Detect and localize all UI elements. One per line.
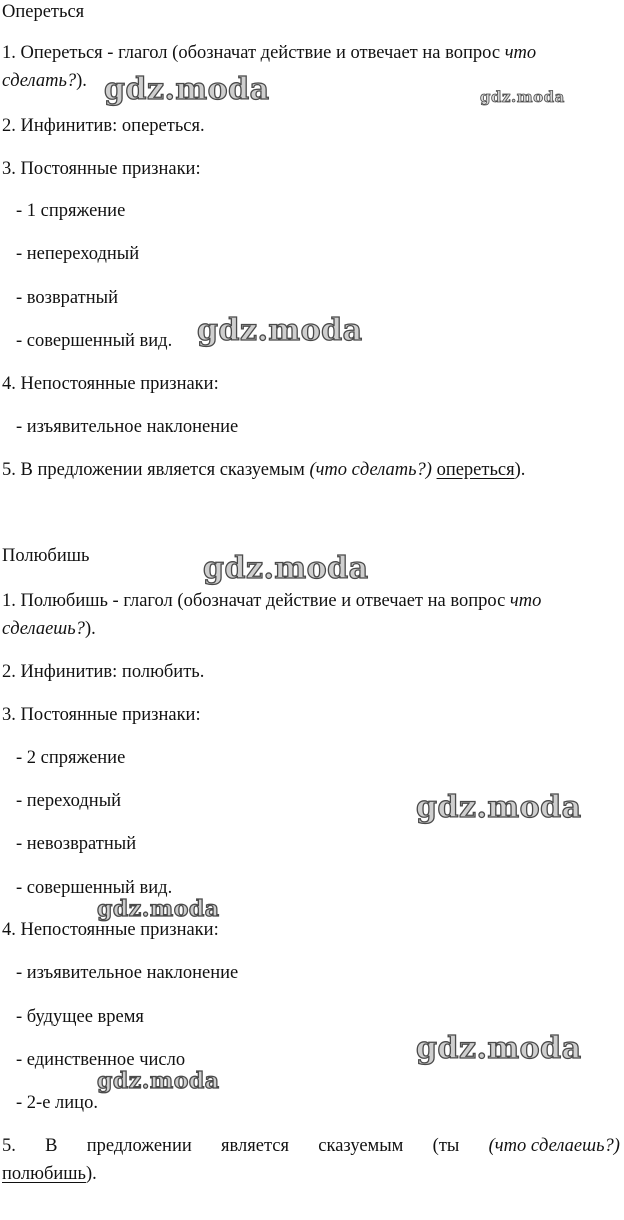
section2-line1-question: что — [509, 591, 542, 611]
section1-constant-item: - 1 спряжение — [16, 201, 126, 221]
section2-constant-item: - 2 спряжение — [16, 748, 126, 768]
section2-role-word: предложении — [86, 1136, 192, 1156]
section2-role-word: 5. — [2, 1136, 16, 1156]
section2-nonconstant-item: - будущее время — [16, 1007, 144, 1027]
section2-nonconstant-item: - 2-е лицо. — [16, 1093, 98, 1113]
section1-role-word: опереться — [436, 460, 515, 480]
section1-nonconstant-item: - изъявительное наклонение — [16, 417, 239, 437]
watermark-logo: gdz.moda — [203, 551, 369, 586]
section2-constant-item: - совершенный вид. — [16, 878, 173, 898]
section2-role-word: является — [221, 1136, 290, 1156]
section1-line1b-question: сделать? — [2, 71, 77, 91]
section1-line1-question: что — [504, 43, 537, 63]
section1-line1 — [2, 41, 536, 65]
section1-constant-item: - возвратный — [16, 288, 118, 308]
section1-constant-heading: 3. Постоянные признаки: — [2, 159, 201, 179]
watermark-logo: gdz.moda — [97, 1068, 220, 1094]
section2-role-end: ). — [85, 1164, 97, 1184]
section2-role-line-b — [2, 1162, 97, 1186]
section1-role-end: ). — [514, 460, 526, 480]
section2-nonconstant-item: - единственное число — [16, 1050, 186, 1070]
section2-constant-item: - переходный — [16, 791, 122, 811]
section2-nonconstant-item: - изъявительное наклонение — [16, 963, 239, 983]
section1-role-text: 5. В предложении является сказуемым — [2, 460, 310, 480]
section1-nonconstant-heading: 4. Непостоянные признаки: — [2, 374, 219, 394]
section1-constant-item: - совершенный вид. — [16, 331, 173, 351]
section2-title: Полюбишь — [2, 546, 90, 566]
section2-role-word: В — [45, 1136, 58, 1156]
section2-role-line — [2, 1134, 620, 1158]
section1-constant-item: - непереходный — [16, 244, 140, 264]
section2-constant-item: - невозвратный — [16, 834, 137, 854]
section1-role-line — [2, 458, 525, 482]
section2-infinitive: 2. Инфинитив: полюбить. — [2, 662, 205, 682]
section2-line1b-end: ). — [84, 619, 96, 639]
section2-line1 — [2, 589, 541, 613]
section1-line1-text: 1. Опереться - глагол (обозначат действие и отвечает на вопрос — [2, 43, 505, 63]
watermark-logo: gdz.moda — [416, 790, 582, 825]
section2-line1-text: 1. Полюбишь - глагол (обозначат действие и отвечает на вопрос — [2, 591, 510, 611]
section1-title: Опереться — [2, 2, 85, 22]
section2-line1b — [2, 617, 96, 641]
section2-line1b-question: сделаешь? — [2, 619, 85, 639]
section1-line1b-end: ). — [76, 71, 87, 91]
watermark-logo: gdz.moda — [480, 88, 565, 106]
section2-role-word: сказуемым — [318, 1136, 404, 1156]
watermark-logo: gdz.moda — [97, 896, 220, 922]
section2-nonconstant-heading: 4. Непостоянные признаки: — [2, 920, 219, 940]
section2-role-answer: полюбишь — [2, 1164, 86, 1184]
section1-line1b — [2, 69, 87, 93]
section1-role-question: (что сделать?) — [309, 460, 432, 480]
section2-role-word: (ты — [432, 1136, 460, 1156]
watermark-logo: gdz.moda — [197, 313, 363, 348]
section1-infinitive: 2. Инфинитив: опереться. — [2, 116, 205, 136]
section2-role-question: (что сделаешь?) — [488, 1136, 620, 1156]
section2-constant-heading: 3. Постоянные признаки: — [2, 705, 201, 725]
watermark-logo: gdz.moda — [104, 72, 270, 107]
watermark-logo: gdz.moda — [416, 1031, 582, 1066]
